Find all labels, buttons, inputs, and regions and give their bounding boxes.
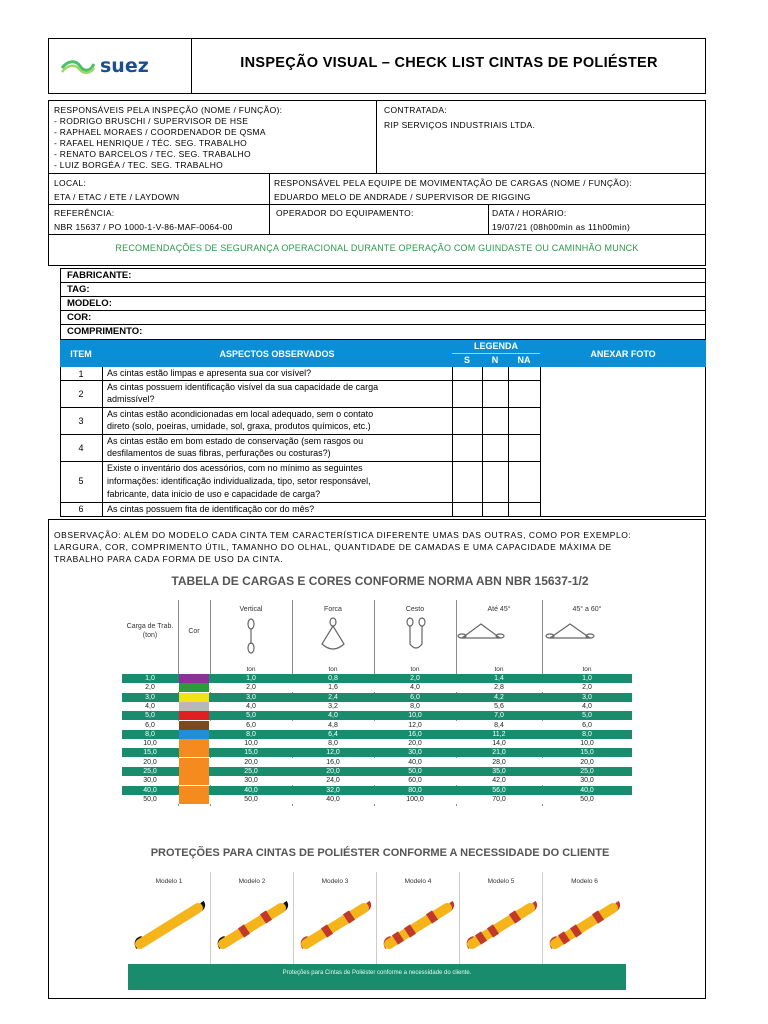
cargas-color-swatch: [179, 683, 209, 692]
protecao-modelo: [128, 872, 211, 964]
protecao-modelo: [543, 872, 626, 964]
cargas-title: TABELA DE CARGAS E CORES CONFORME NORMA ABN NBR 15637-1/2: [171, 574, 589, 588]
cargas-cell-value: 8,0: [582, 730, 592, 738]
cargas-cell-carga: 6,0: [145, 721, 155, 729]
cargas-cell-value: 70,0: [492, 795, 506, 803]
resp-line-5: - LUIZ BORGÉA / TEC. SEG. TRABALHO: [54, 160, 224, 170]
cargas-color-swatch: [179, 702, 209, 711]
cargas-cell-value: 21,0: [492, 749, 506, 757]
cargas-row: [122, 693, 632, 702]
sling-icon: [377, 892, 460, 962]
cargas-cell-value: 4,0: [246, 702, 256, 710]
cargas-cell-value: 24,0: [326, 777, 340, 785]
cargas-cell-value: 11,2: [492, 730, 506, 738]
cargas-cell-value: 40,0: [408, 758, 422, 766]
field-comprimento: COMPRIMENTO:: [67, 326, 143, 337]
cargas-cell-carga: 8,0: [145, 730, 155, 738]
cargas-cell-value: 3,0: [246, 693, 256, 701]
cargas-cell-value: 2,4: [328, 693, 338, 701]
cargas-row: [122, 767, 632, 776]
resp-line-3: - RAFAEL HENRIQUE / TÉC. SEG. TRABALHO: [54, 138, 248, 148]
cargas-cell-value: 50,0: [244, 795, 258, 803]
col-na: NA: [517, 355, 531, 365]
cargas-cell-value: 2,0: [582, 684, 592, 692]
protecao-modelo: [211, 872, 294, 964]
local-label: LOCAL:: [54, 178, 87, 188]
item-text: As cintas estão acondicionadas em local adequado, sem o contato: [107, 409, 374, 419]
cargas-color-swatch: [179, 721, 209, 730]
cargas-cell-carga: 3,0: [145, 693, 155, 701]
field-modelo: MODELO:: [67, 298, 112, 309]
modelo-label: Modelo 5: [487, 878, 515, 885]
modelo-label: Modelo 2: [238, 878, 266, 885]
cargas-color-swatch: [179, 786, 209, 795]
cargas-cell-carga: 1,0: [145, 675, 155, 682]
cargas-cell-value: 42,0: [492, 777, 506, 785]
cargas-cell-value: 4,0: [410, 684, 420, 692]
cargas-cell-value: 0,8: [328, 675, 338, 682]
cargas-color-swatch: [179, 674, 209, 683]
resp-equipe-label: RESPONSÁVEL PELA EQUIPE DE MOVIMENTAÇÃO DE CARGAS (NOME / FUNÇÃO):: [274, 178, 632, 188]
cargas-cell-value: 56,0: [492, 786, 506, 794]
cargas-cell-value: 6,0: [246, 721, 256, 729]
field-fabricante: FABRICANTE:: [67, 270, 132, 281]
cargas-cell-value: 4,0: [582, 702, 592, 710]
modelo-label: Modelo 3: [321, 878, 349, 885]
cargas-row: [122, 702, 632, 711]
cargas-cell-value: 16,0: [408, 730, 422, 738]
sling-icon: [460, 892, 543, 962]
suez-logo: [58, 54, 178, 78]
cargas-cell-carga: 10,0: [143, 740, 157, 748]
unit-cesto: ton: [410, 666, 420, 673]
sling-icon: [128, 892, 211, 962]
cargas-cell-value: 15,0: [580, 749, 594, 757]
cargas-cell-value: 6,0: [410, 693, 420, 701]
cargas-h-cor: Cor: [188, 628, 200, 635]
cargas-cell-value: 8,0: [246, 730, 256, 738]
referencia-value: NBR 15637 / PO 1000-1-V-86-MAF-0064-00: [54, 222, 233, 232]
cargas-h-60: 45° a 60°: [572, 606, 602, 613]
logo-text: suez: [100, 55, 149, 77]
protecoes-caption: Proteções para Cintas de Poliéster conforme a necessidade do cliente.: [282, 970, 472, 976]
col-s: S: [463, 355, 470, 365]
cargas-cell-value: 1,4: [494, 675, 504, 682]
cargas-cell-value: 20,0: [244, 758, 258, 766]
resp-equipe-value: EDUARDO MELO DE ANDRADE / SUPERVISOR DE RIGGING: [274, 192, 531, 202]
modelo-label: Modelo 6: [571, 878, 598, 885]
cargas-cell-value: 5,0: [582, 712, 592, 720]
cargas-color-swatch: [179, 748, 209, 757]
cargas-cell-value: 6,0: [582, 721, 592, 729]
data-value: 19/07/21 (08h00min as 11h00min): [492, 222, 631, 232]
cargas-h-carga: Carga de Trab. (ton): [126, 623, 174, 639]
contratada-label: CONTRATADA:: [384, 105, 447, 115]
item-number: 2: [78, 389, 84, 399]
cargas-cell-carga: 40,0: [143, 786, 157, 794]
observacao-line-1: OBSERVAÇÃO: ALÉM DO MODELO CADA CINTA TEM CARACTERÍSTICA DIFERENTE UMAS DAS OUTRAS, COMO POR EXEMPLO:: [54, 530, 632, 540]
cargas-cell-carga: 25,0: [143, 768, 157, 775]
cargas-cell-carga: 50,0: [143, 795, 157, 803]
resp-line-1: - RODRIGO BRUSCHI / SUPERVISOR DE HSE: [54, 116, 249, 126]
cargas-cell-value: 2,8: [494, 684, 504, 692]
item-text: desfilamentos de suas fibras, perfurações ou costuras?): [107, 448, 331, 458]
cargas-row: [122, 711, 632, 720]
cargas-row: [122, 674, 632, 683]
protecao-modelo: [294, 872, 377, 964]
cargas-cell-value: 4,8: [328, 721, 338, 729]
protecao-modelo: [377, 872, 460, 964]
cargas-cell-value: 16,0: [326, 758, 340, 766]
cargas-cell-value: 50,0: [580, 795, 594, 803]
cargas-cell-value: 12,0: [408, 721, 422, 729]
protecoes-title: PROTEÇÕES PARA CINTAS DE POLIÉSTER CONFORME A NECESSIDADE DO CLIENTE: [150, 847, 610, 859]
item-text: informações: identificação individualizada, tipo, setor responsável,: [107, 476, 371, 486]
cargas-cell-value: 2,0: [410, 675, 420, 682]
cargas-cell-value: 3,2: [328, 702, 338, 710]
cargas-h-vertical: Vertical: [239, 606, 263, 613]
cargas-cell-carga: 20,0: [143, 758, 157, 766]
unit-60: ton: [582, 666, 592, 673]
cargas-cell-value: 3,0: [582, 693, 592, 701]
cargas-cell-value: 8,0: [328, 740, 338, 748]
cargas-cell-value: 7,0: [494, 712, 504, 720]
cargas-cell-value: 20,0: [408, 740, 422, 748]
data-label: DATA / HORÁRIO:: [492, 208, 567, 218]
sling-diagrams-icon: [210, 614, 632, 658]
modelo-label: Modelo 1: [155, 878, 183, 885]
item-text: As cintas estão em bom estado de conservação (sem rasgos ou: [107, 436, 364, 446]
cargas-cell-value: 40,0: [580, 786, 594, 794]
resp-line-4: - RENATO BARCELOS / TEC. SEG. TRABALHO: [54, 149, 251, 159]
resp-line-2: - RAPHAEL MORAES / COORDENADOR DE QSMA: [54, 127, 266, 137]
field-cor: COR:: [67, 312, 92, 323]
item-number: 4: [78, 443, 84, 453]
resp-label: RESPONSÁVEIS PELA INSPEÇÃO (NOME / FUNÇÃO):: [54, 105, 283, 115]
cargas-cell-value: 20,0: [326, 768, 340, 775]
cargas-cell-carga: 15,0: [143, 749, 157, 757]
cargas-cell-carga: 4,0: [145, 702, 155, 710]
item-text: admissível?: [107, 394, 155, 404]
item-text: Existe o inventário dos acessórios, com no mínimo as seguintes: [107, 463, 363, 473]
cargas-row: [122, 776, 632, 785]
cargas-cell-value: 1,6: [328, 684, 338, 692]
item-text: direto (solo, poeiras, umidade, sol, graxa, produtos químicos, etc.): [107, 421, 371, 431]
cargas-row: [122, 683, 632, 692]
cargas-cell-value: 1,0: [582, 675, 592, 682]
cargas-h-45: Até 45°: [487, 606, 511, 613]
cargas-row: [122, 786, 632, 795]
contratada-value: RIP SERVIÇOS INDUSTRIAIS LTDA.: [384, 120, 536, 130]
col-foto: ANEXAR FOTO: [590, 349, 656, 359]
field-tag: TAG:: [67, 284, 90, 295]
cargas-cell-value: 10,0: [580, 740, 594, 748]
item-number: 3: [78, 416, 84, 426]
page-title: INSPEÇÃO VISUAL – CHECK LIST CINTAS DE POLIÉSTER: [240, 55, 658, 71]
cargas-color-swatch: [179, 776, 209, 785]
unit-forca: ton: [328, 666, 338, 673]
cargas-cell-value: 15,0: [244, 749, 258, 757]
cargas-row: [122, 795, 632, 804]
cargas-color-swatch: [179, 739, 209, 748]
cargas-cell-value: 30,0: [580, 777, 594, 785]
cargas-h-forca: Forca: [324, 606, 342, 613]
cargas-cell-value: 28,0: [492, 758, 506, 766]
cargas-color-swatch: [179, 795, 209, 804]
sling-icon: [294, 892, 377, 962]
cargas-cell-value: 10,0: [408, 712, 422, 720]
cargas-cell-value: 20,0: [580, 758, 594, 766]
cargas-cell-value: 80,0: [408, 786, 422, 794]
operador-label: OPERADOR DO EQUIPAMENTO:: [276, 208, 414, 218]
sling-icon: [543, 892, 626, 962]
cargas-cell-value: 12,0: [326, 749, 340, 757]
cargas-color-swatch: [179, 758, 209, 767]
cargas-cell-value: 32,0: [326, 786, 340, 794]
cargas-cell-value: 30,0: [408, 749, 422, 757]
cargas-cell-value: 6,4: [328, 730, 338, 738]
cargas-row: [122, 721, 632, 730]
item-number: 1: [78, 369, 84, 379]
cargas-cell-value: 40,0: [244, 786, 258, 794]
cargas-cell-value: 8,4: [494, 721, 504, 729]
referencia-label: REFERÊNCIA:: [54, 208, 115, 218]
cargas-table: [122, 600, 632, 806]
unit-vertical: ton: [246, 666, 256, 673]
local-value: ETA / ETAC / ETE / LAYDOWN: [54, 192, 180, 202]
cargas-row: [122, 758, 632, 767]
modelo-label: Modelo 4: [404, 878, 432, 885]
sling-icon: [211, 892, 294, 962]
cargas-cell-value: 25,0: [580, 768, 594, 775]
cargas-cell-carga: 30,0: [143, 777, 157, 785]
cargas-color-swatch: [179, 767, 209, 776]
item-text: As cintas possuem fita de identificação cor do mês?: [107, 504, 315, 514]
col-item: ITEM: [70, 349, 92, 359]
cargas-cell-value: 50,0: [408, 768, 422, 775]
fields-box: [60, 268, 706, 340]
cargas-cell-value: 5,6: [494, 702, 504, 710]
observacao-line-2: LARGURA, COR, COMPRIMENTO ÚTIL, TAMANHO DO OLHAL, QUANTIDADE DE CAMADAS E UMA CAPACIDADE MÁXIMA DE: [54, 542, 612, 552]
cargas-cell-value: 35,0: [492, 768, 506, 775]
cargas-cell-value: 5,0: [246, 712, 256, 720]
cargas-h-cesto: Cesto: [405, 606, 425, 613]
item-number: 5: [78, 476, 84, 486]
col-n: N: [491, 355, 499, 365]
item-text: As cintas estão limpas e apresenta sua cor visível?: [107, 368, 312, 378]
recomendacoes-text: RECOMENDAÇÕES DE SEGURANÇA OPERACIONAL DURANTE OPERAÇÃO COM GUINDASTE OU CAMINHÃO MUNCK: [115, 243, 639, 253]
col-legenda: LEGENDA: [473, 341, 518, 351]
protecoes-panel: [128, 872, 626, 990]
cargas-cell-value: 14,0: [492, 740, 506, 748]
cargas-cell-carga: 2,0: [145, 684, 155, 692]
cargas-color-swatch: [179, 693, 209, 702]
cargas-cell-value: 1,0: [246, 675, 256, 682]
cargas-row: [122, 739, 632, 748]
col-aspectos: ASPECTOS OBSERVADOS: [219, 349, 335, 359]
cargas-cell-carga: 5,0: [145, 712, 155, 720]
cargas-cell-value: 2,0: [246, 684, 256, 692]
item-text: fabricante, data inicio de uso e capacidade de carga?: [107, 489, 321, 499]
cargas-cell-value: 30,0: [244, 777, 258, 785]
cargas-color-swatch: [179, 711, 209, 720]
cargas-color-swatch: [179, 730, 209, 739]
cargas-cell-value: 100,0: [406, 795, 424, 803]
cargas-cell-value: 25,0: [244, 768, 258, 775]
item-number: 6: [78, 504, 84, 514]
cargas-cell-value: 8,0: [410, 702, 420, 710]
cargas-cell-value: 40,0: [326, 795, 340, 803]
cargas-row: [122, 748, 632, 757]
protecao-modelo: [460, 872, 543, 964]
cargas-cell-value: 10,0: [244, 740, 258, 748]
cargas-cell-value: 4,0: [328, 712, 338, 720]
cargas-cell-value: 60,0: [408, 777, 422, 785]
unit-45: ton: [494, 666, 504, 673]
item-text: As cintas possuem identificação visível da sua capacidade de carga: [107, 382, 379, 392]
cargas-cell-value: 4,2: [494, 693, 504, 701]
observacao-line-3: TRABALHO PARA CADA FORMA DE USO DA CINTA.: [54, 554, 284, 564]
cargas-row: [122, 730, 632, 739]
